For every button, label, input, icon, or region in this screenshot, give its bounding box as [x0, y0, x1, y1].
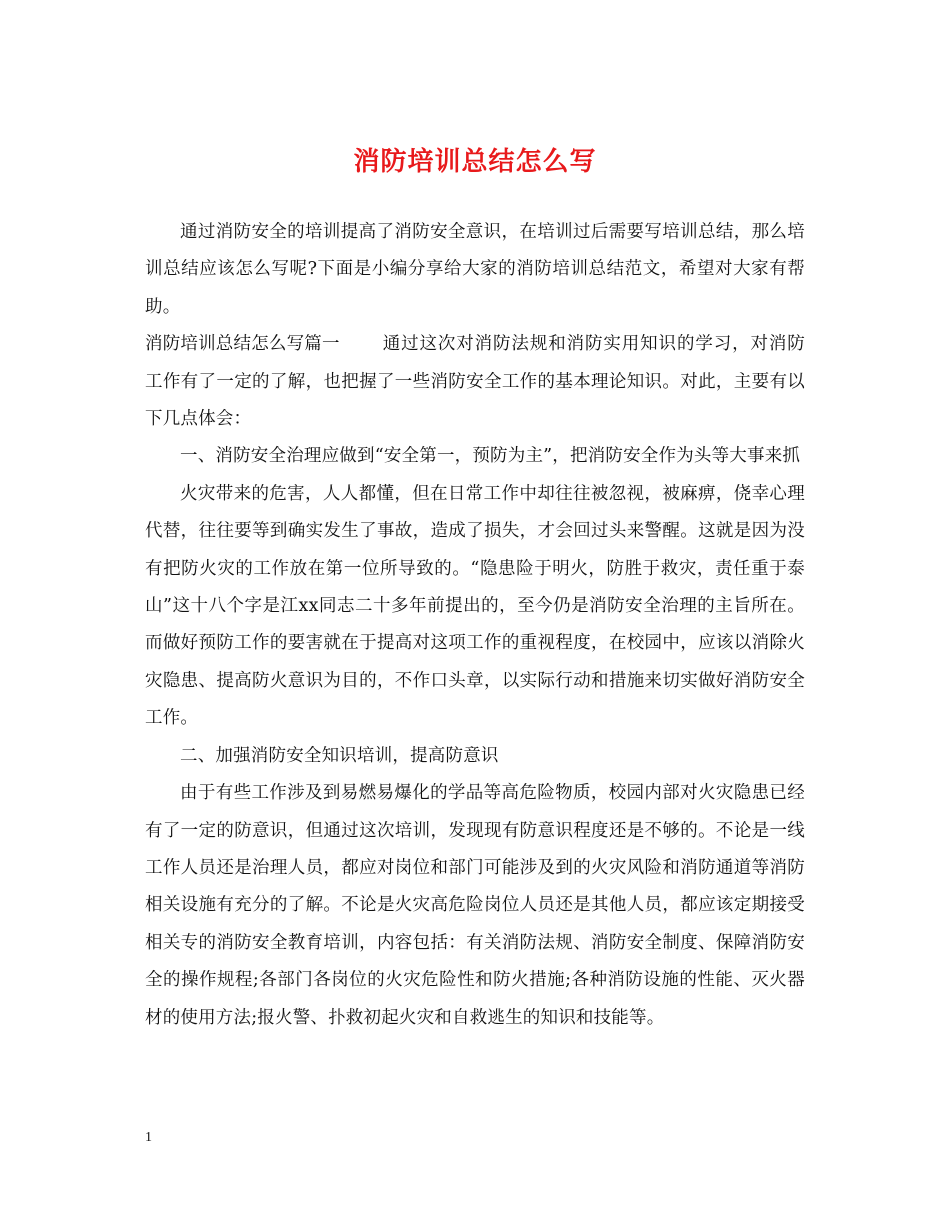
section-text: 通过这次对消防法规和消防实用知识的学习，对消防工作有了一定的了解，也把握了一些消防安全工作的基本理论知识。对此，主要有以下几点体会：	[145, 334, 805, 430]
section-paragraph	[145, 326, 805, 438]
intro-paragraph: 通过消防安全的培训提高了消防安全意识，在培训过后需要写培训总结，那么培训总结应该怎么写呢?下面是小编分享给大家的消防培训总结范文，希望对大家有帮助。	[145, 222, 805, 317]
page-number: 1	[145, 1130, 152, 1145]
point1-heading: 一、消防安全治理应做到“安全第一，预防为主”，把消防安全作为头等大事来抓	[180, 446, 801, 467]
point2-heading: 二、加强消防安全知识培训，提高防意识	[180, 745, 499, 766]
point1-paragraph: 火灾带来的危害，人人都懂，但在日常工作中却往往被忽视，被麻痹，侥幸心理代替，往往要等到确实发生了事故，造成了损失，才会回过头来警醒。这就是因为没有把防火灾的工作放在第一位所导致的。“隐患险于明火，防胜于救灾，责任重于泰山”这十八个字是江xx同志二十多年前提出的，至今仍是消防安全治理的主旨所在。而做好预防工作的要害就在于提高对这项工作的重视程度，在校园中，应该以消除火灾隐患、提高防火意识为目的，不作口头章，以实际行动和措施来切实做好消防安全工作。	[145, 483, 805, 729]
section-label: 消防培训总结怎么写篇一	[145, 334, 340, 355]
point2-paragraph: 由于有些工作涉及到易燃易爆化的学品等高危险物质，校园内部对火灾隐患已经有了一定的防意识，但通过这次培训，发现现有防意识程度还是不够的。不论是一线工作人员还是治理人员，都应对岗位和部门可能涉及到的火灾风险和消防通道等消防相关设施有充分的了解。不论是火灾高危险岗位人员还是其他人员，都应该定期接受相关专的消防安全教育培训，内容包括：有关消防法规、消防安全制度、保障消防安全的操作规程;各部门各岗位的火灾危险性和防火措施;各种消防设施的性能、灭火器材的使用方法;报火警、扑救初起火灾和自救逃生的知识和技能等。	[145, 783, 805, 1028]
document-body	[145, 214, 805, 1037]
page-title: 消防培训总结怎么写	[353, 147, 597, 177]
